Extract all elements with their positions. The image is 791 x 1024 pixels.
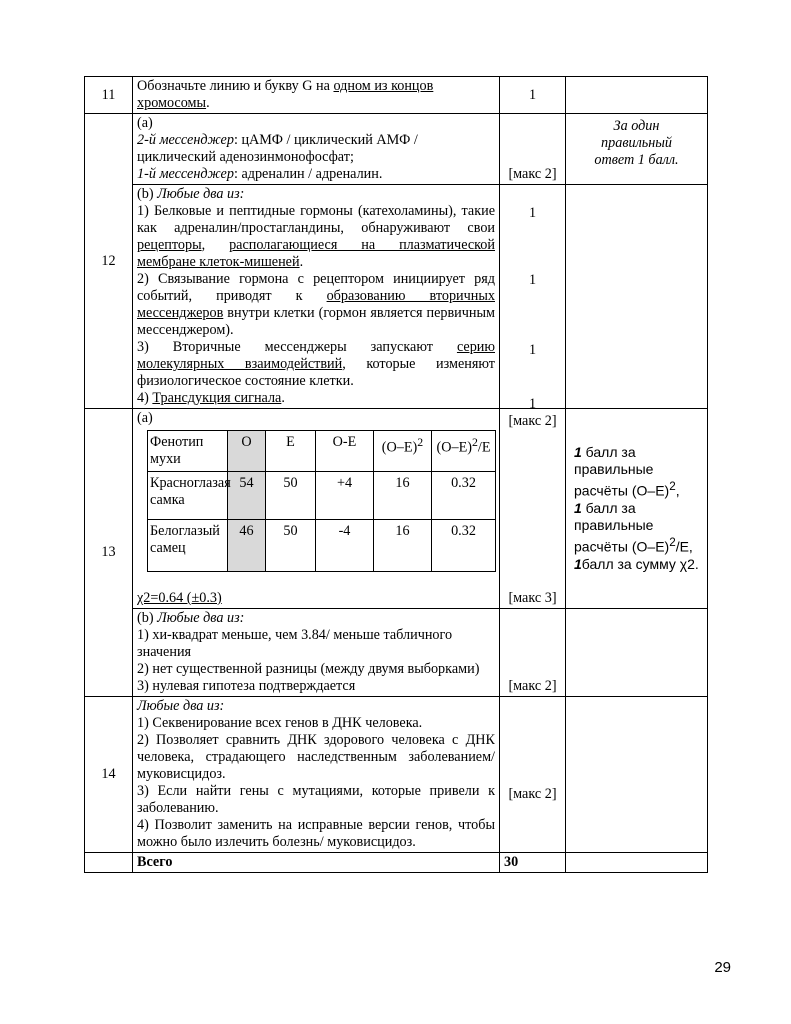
note bbox=[566, 609, 708, 697]
row-12b bbox=[85, 185, 708, 409]
answer-key-table bbox=[84, 76, 708, 873]
table-cell: +4 bbox=[316, 472, 374, 520]
table-cell: Белоглазый самец bbox=[148, 520, 228, 572]
row-14 bbox=[85, 697, 708, 853]
row-13a bbox=[85, 409, 708, 609]
answer-text: (b) Любые два из: 1) Белковые и пептидные гормоны (катехоламины), такие как адреналин/простагландины, обнаруживают свои рецепторы, располагающиеся на плазматической мембране клеток-мишеней. 2) Связывание гормона с рецептором инициирует ряд событий, приводят к образованию вторичных мессенджеров внутри клетки (гормон является первичным мессенджером). 3) Вторичные мессенджеры запускают серию молекулярных взаимодействий, которые изменяют физиологическое состояние клетки. 4) Трансдукция сигнала. bbox=[133, 185, 500, 409]
mark: 1 bbox=[528, 272, 537, 288]
table-cell: 0.32 bbox=[432, 472, 496, 520]
chi-square-result: χ2=0.64 (±0.3) bbox=[137, 590, 222, 606]
table-cell: 54 bbox=[228, 472, 266, 520]
table-header-row bbox=[148, 431, 496, 472]
answer-text: (b) Любые два из: 1) хи-квадрат меньше, чем 3.84/ меньше табличного значения 2) нет существенной разницы (между двумя выборками) 3) нулевая гипотеза подтверждается bbox=[133, 609, 500, 697]
header-cell: $(O-E)^2$ bbox=[374, 431, 432, 472]
answer-text: Обозначьте линию и букву G на одном из концов хромосомы. bbox=[133, 77, 500, 114]
total-empty-cell bbox=[85, 853, 133, 873]
row-13b bbox=[85, 609, 708, 697]
mark: [макс 2] bbox=[500, 697, 566, 853]
total-row bbox=[85, 853, 708, 873]
table-cell: 0.32 bbox=[432, 520, 496, 572]
page-number: 29 bbox=[714, 959, 731, 976]
mark: 1 bbox=[528, 342, 537, 358]
total-label: Всего bbox=[133, 853, 500, 873]
header-cell: Фенотип мухи bbox=[148, 431, 228, 472]
table-cell: 50 bbox=[266, 520, 316, 572]
chi-square-table bbox=[147, 430, 496, 572]
table-cell: 16 bbox=[374, 472, 432, 520]
max-mark: [макс 2] bbox=[508, 413, 557, 429]
header-cell: $(O-E)^2/E$ bbox=[432, 431, 496, 472]
mark: [макс 3] bbox=[500, 409, 566, 609]
table-cell: 16 bbox=[374, 520, 432, 572]
mark: 1 bbox=[500, 77, 566, 114]
header-cell: E bbox=[266, 431, 316, 472]
note bbox=[566, 185, 708, 409]
note: За один правильный ответ 1 балл. bbox=[566, 114, 708, 185]
table-cell: -4 bbox=[316, 520, 374, 572]
note: 1 балл за правильные расчёты $(O-E)^2$, 1 балл за правильные расчёты $(O-E)^2/E$, 1балл за сумму χ2. bbox=[566, 409, 708, 609]
row-11 bbox=[85, 77, 708, 114]
table-row bbox=[148, 520, 496, 572]
mark: 1 bbox=[528, 205, 537, 221]
question-number: 13 bbox=[85, 409, 133, 697]
row-12a bbox=[85, 114, 708, 185]
header-cell: O bbox=[228, 431, 266, 472]
header-cell: O-E bbox=[316, 431, 374, 472]
answer-text: Любые два из: 1) Секвенирование всех генов в ДНК человека. 2) Позволяет сравнить ДНК здорового человека с ДНК человека, страдающего наследственным заболеванием/муковисцидоз. 3) Если найти гены с мутациями, которые привели к заболеванию. 4) Позволит заменить на исправные версии генов, чтобы можно было излечить болезнь/ муковисцидоз. bbox=[133, 697, 500, 853]
mark: [макс 2] bbox=[500, 114, 566, 185]
total-note bbox=[566, 853, 708, 873]
table-cell: 50 bbox=[266, 472, 316, 520]
table-cell: Красноглазая самка bbox=[148, 472, 228, 520]
note bbox=[566, 697, 708, 853]
mark: 1 bbox=[528, 396, 537, 412]
question-number: 14 bbox=[85, 697, 133, 853]
note bbox=[566, 77, 708, 114]
table-cell: 46 bbox=[228, 520, 266, 572]
total-value: 30 bbox=[500, 853, 566, 873]
marks-column bbox=[500, 185, 566, 429]
question-number: 11 bbox=[85, 77, 133, 114]
mark: [макс 2] bbox=[500, 609, 566, 697]
question-number: 12 bbox=[85, 114, 133, 409]
table-row bbox=[148, 472, 496, 520]
answer-text: (a) Фенотип мухи O E O-E $(O-E)^2$ $(O-E)^2/E$ Красноглазая самка 54 50 +4 16 0.32 Белоглазый самец 46 50 -4 16 0.32 χ2=0.64 (±0.3) bbox=[133, 409, 500, 609]
answer-text: (a) 2-й мессенджер: цАМФ / циклический АМФ / циклический аденозинмонофосфат; 1-й мессенджер: адреналин / адреналин. bbox=[133, 114, 500, 185]
